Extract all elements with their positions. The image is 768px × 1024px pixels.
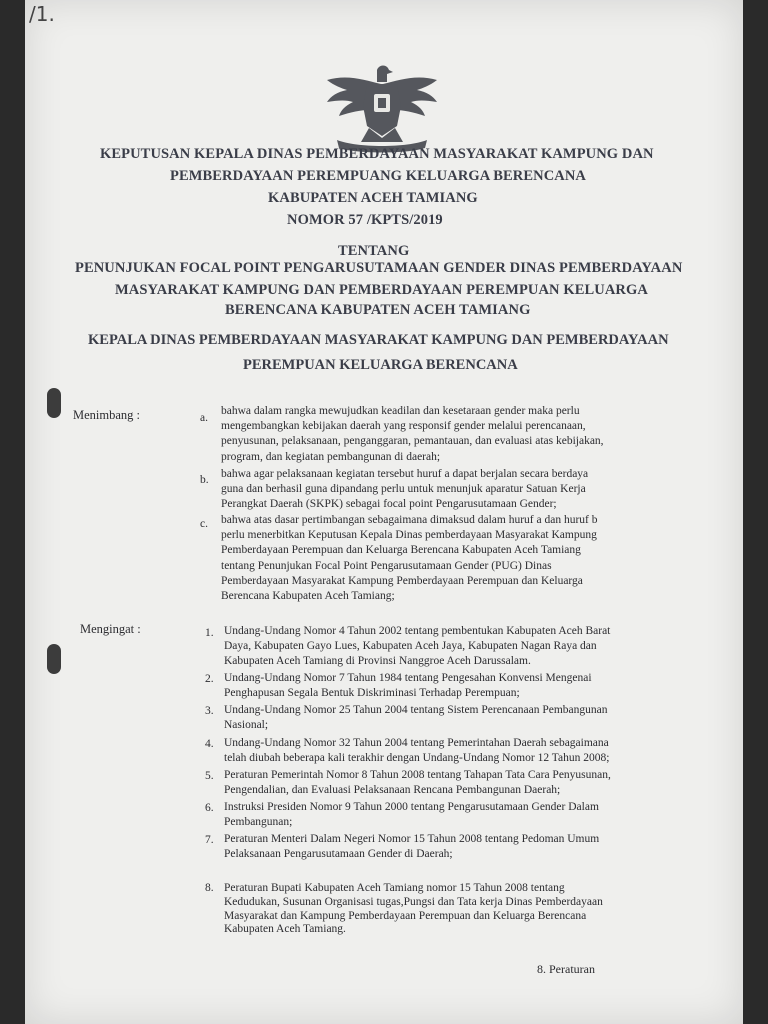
- mengingat-item-2: Undang-Undang Nomor 7 Tahun 1984 tentang Pengesahan Konvensi Mengenai Penghapusan Segala Bentuk Diskriminasi Terhadap Perempuan;: [224, 672, 592, 700]
- authority-line-2: PEREMPUAN KELUARGA BERENCANA: [243, 357, 518, 373]
- mengingat-marker-3: 3.: [205, 705, 214, 717]
- mengingat-item-1: Undang-Undang Nomor 4 Tahun 2002 tentang pembentukan Kabupaten Aceh Barat Daya, Kabupaten Gayo Lues, Kabupaten Aceh Jaya, Kabupaten Nagan Raya dan Kabupaten Aceh Tamiang di Provinsi Nanggroe Aceh Darussalam.: [224, 625, 611, 668]
- mengingat-item-3: Undang-Undang Nomor 25 Tahun 2004 tentang Sistem Perencanaan Pembangunan Nasional;: [224, 704, 608, 732]
- menimbang-marker-b: b.: [200, 474, 209, 486]
- menimbang-marker-c: c.: [200, 518, 208, 530]
- mengingat-item-8: Peraturan Bupati Kabupaten Aceh Tamiang nomor 15 Tahun 2008 tentang Kedudukan, Susunan Organisasi tugas,Pungsi dan Tata kerja Dinas Pemberdayaan Masyarakat dan Kampung Pemberdayaan Perempuan dan Keluarga Berencana Kabupaten Aceh Tamiang.: [224, 882, 603, 936]
- menimbang-item-c: bahwa atas dasar pertimbangan sebagaimana dimaksud dalam huruf a dan huruf b perlu menerbitkan Keputusan Kepala Dinas pemberdayaan Masyarakat Kampung Pemberdayaan Perempuan dan Keluarga Berencana Kabupaten Aceh Tamiang tentang Penunjukan Focal Point Pengarusutamaan Gender (PUG) Dinas Pemberdayaan Masyarakat Kampung Pemberdayaan Perempuan dan Keluarga Berencana Kabupaten Aceh Tamiang;: [221, 514, 598, 603]
- tentang-heading: TENTANG: [338, 243, 410, 259]
- title-line-1: KEPUTUSAN KEPALA DINAS PEMBERDAYAAN MASYARAKAT KAMPUNG DAN: [100, 146, 654, 162]
- title-line-2: PEMBERDAYAAN PEREMPUANG KELUARGA BERENCANA: [170, 168, 587, 184]
- menimbang-item-a: bahwa dalam rangka mewujudkan keadilan dan kesetaraan gender maka perlu mengembangkan kebijakan daerah yang responsif gender melalui perencanaan, penyusunan, pelaksanaan, penganggaran, pemantauan, dan evaluasi atas kebijakan, program, dan kegiatan pembangunan di daerah;: [221, 405, 604, 463]
- menimbang-label: Menimbang :: [73, 408, 141, 422]
- document-page: [25, 0, 743, 1024]
- mengingat-item-7: Peraturan Menteri Dalam Negeri Nomor 15 Tahun 2008 tentang Pedoman Umum Pelaksanaan Pengarusutamaan Gender di Daerah;: [224, 833, 600, 861]
- punch-hole: [47, 644, 61, 674]
- title-line-3: KABUPATEN ACEH TAMIANG: [268, 190, 478, 206]
- mengingat-marker-8: 8.: [205, 882, 214, 894]
- mengingat-marker-6: 6.: [205, 802, 214, 814]
- mengingat-marker-7: 7.: [205, 834, 214, 846]
- punch-hole: [47, 388, 61, 418]
- mengingat-item-4: Undang-Undang Nomor 32 Tahun 2004 tentang Pemerintahan Daerah sebagaimana telah diubah beberapa kali terakhir dengan Undang-Undang Nomor 12 Tahun 2008;: [224, 737, 610, 765]
- mengingat-marker-5: 5.: [205, 770, 214, 782]
- mengingat-marker-1: 1.: [205, 627, 214, 639]
- continuation-marker: 8. Peraturan: [537, 962, 595, 976]
- decree-number: NOMOR 57 /KPTS/2019: [287, 212, 443, 228]
- subject-line-3: BERENCANA KABUPATEN ACEH TAMIANG: [225, 302, 531, 318]
- mengingat-marker-2: 2.: [205, 673, 214, 685]
- subject-line-1: PENUNJUKAN FOCAL POINT PENGARUSUTAMAAN GENDER DINAS PEMBERDAYAAN: [75, 260, 683, 276]
- authority-line-1: KEPALA DINAS PEMBERDAYAAN MASYARAKAT KAMPUNG DAN PEMBERDAYAAN: [88, 332, 669, 348]
- menimbang-marker-a: a.: [200, 412, 208, 424]
- mengingat-label: Mengingat :: [80, 622, 141, 636]
- garuda-emblem-icon: [317, 62, 447, 154]
- subject-line-2: MASYARAKAT KAMPUNG DAN PEMBERDAYAAN PEREMPUAN KELUARGA: [115, 282, 648, 298]
- menimbang-item-b: bahwa agar pelaksanaan kegiatan tersebut huruf a dapat berjalan secara berdaya guna dan berhasil guna dipandang perlu untuk menunjuk aparatur Satuan Kerja Perangkat Daerah (SKPK) sebagai focal point Pengarusutamaan Gender;: [221, 468, 589, 511]
- mengingat-marker-4: 4.: [205, 738, 214, 750]
- mengingat-item-5: Peraturan Pemerintah Nomor 8 Tahun 2008 tentang Tahapan Tata Cara Penyusunan, Pengendalian, dan Evaluasi Pelaksanaan Rencana Pembangunan Daerah;: [224, 769, 611, 797]
- mengingat-item-6: Instruksi Presiden Nomor 9 Tahun 2000 tentang Pengarusutamaan Gender Dalam Pembangunan;: [224, 801, 599, 829]
- corner-handwritten-mark: /1.: [29, 2, 55, 26]
